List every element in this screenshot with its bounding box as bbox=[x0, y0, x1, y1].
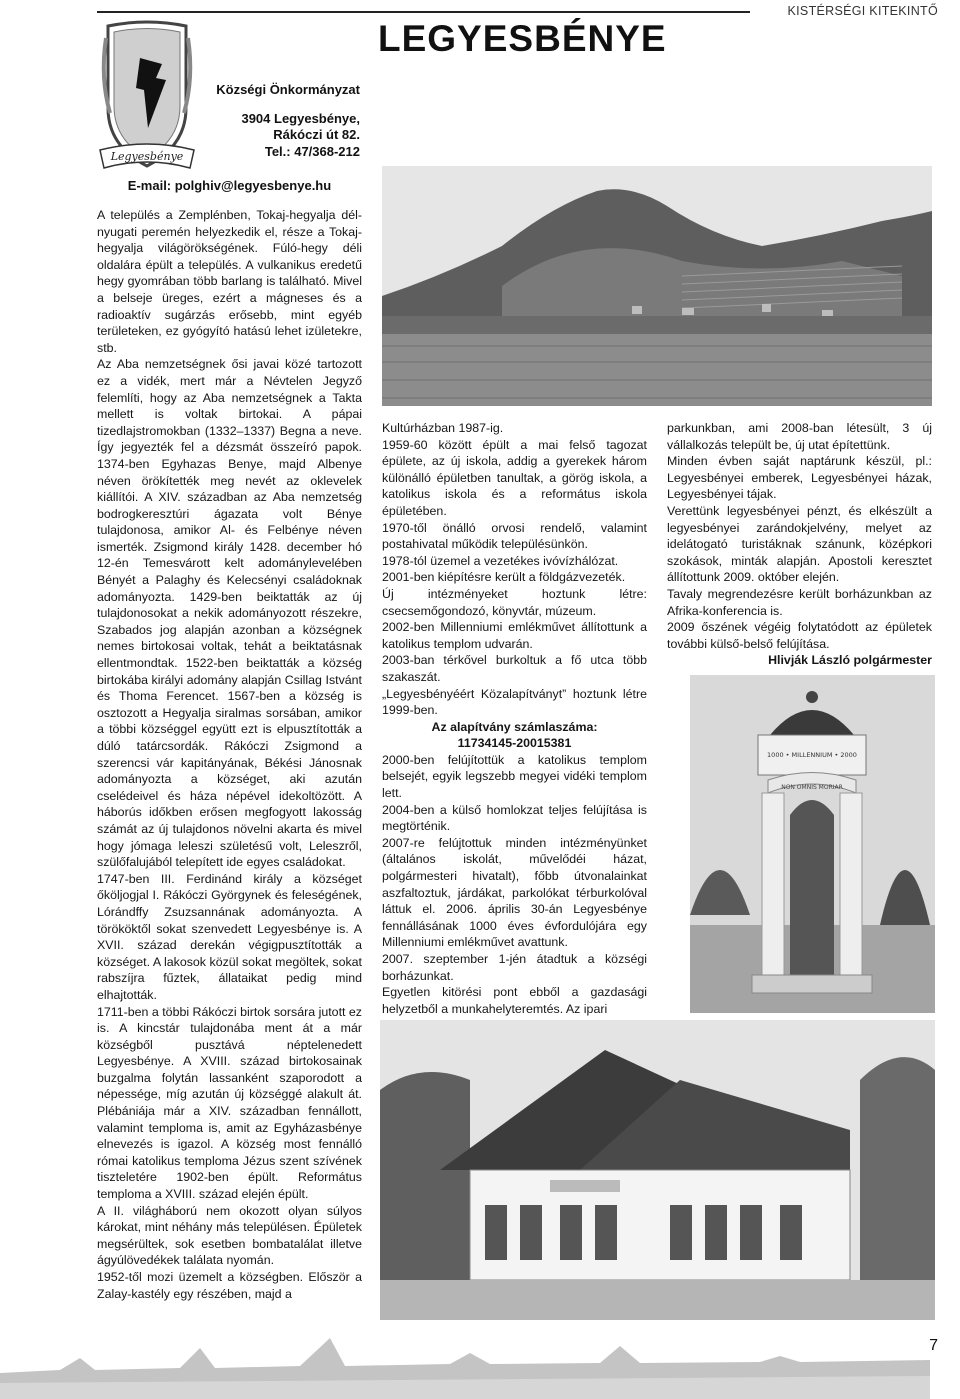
monument-photo bbox=[690, 675, 935, 1013]
winehouse-photo bbox=[380, 1020, 935, 1320]
paragraph: Új intézményeket hoztunk létre: csecsemőgondozó, könyvtár, múzeum. bbox=[382, 586, 647, 618]
landscape-photo bbox=[382, 166, 932, 406]
paragraph: 2000-ben felújítottük a katolikus templom belsejét, egyik legszebb megyei vidéki templom lett. bbox=[382, 752, 647, 801]
page-number: 7 bbox=[929, 1337, 938, 1354]
paragraph: 1978-tól üzemel a vezetékes ivóvízhálózat. bbox=[382, 553, 619, 568]
paragraph: Az Aba nemzetségnek ősi javai közé tartozott ez a vidék, mert már a Névtelen Jegyző felemlíti, hogy az Aba nemzetségnek a Takta mellett is voltak birtokai. A pápai tizedlajstromokban (1332–1337) Begna a neve. Így jegyezték fel a dézsmát összeíró papok. 1374-ben Egyhazas Benye, majd Albenye néven örökítették meg nevét az oklevelek kiállítói. A XIV. században az Aba nemzetség bodrogkeresztúri ágazata volt Bénye tulajdonosa, amikor Al- és Felbénye néven ismerték. Zsigmond király 1428. december hó 12-én Temesvárott kelt adománylevelében Bényét a Palaghy és Kelecsényi családoknak adományozta. 1429-ben beiktatták az új tulajdonosokat a nekik adományozott részekre, Szabados jog alapján azonban a községnek nemes birtokosai voltak, tehát a beiktatásnak ellentmondtak. 1522-ben beiktatták a község birtokába királyi adomány alapján Csillag Istvánt és Thoma Ferencet. 1567-ben a község is osztozott a Hegyalja siralmas sorsában, amikor a többi községgel együtt ezt is elpusztították a dúló tatárcsordák. Rákóczi Zsigmond a szerencsi vár kapitányának, Békési Jánosnak adományozta a községet, aki azután cselédeivel és háza népével idekoltözött. A háborús időkben erősen megfogyott lakosság számát az új tulajdonos növelni akarta és mivel hogy jómaga leleszi születésű volt, Leleszről, szülőfalujából telepített ide egyes családokat. bbox=[97, 357, 362, 870]
header-rule bbox=[97, 11, 750, 13]
paragraph: 1711-ben a többi Rákóczi birtok sorsára jutott ez is. A kincstár tulajdonába ment át a már községből pusztává néptelenedett Legyesbénye. A XVIII. század birtokosainak buzgalma folytán lassanként szaporodott a népessége, míg azután új községgé alakult át. Plébániája már a XIV. században fennállott, valamint temploma is, amit az Egyházasbénye elnevezés is igazol. A község most fennálló római katolikus temploma Jézus szent szívének tiszteletére 1902-ben épült. Református temploma a XVIII. század elején épült. bbox=[97, 1004, 362, 1202]
paragraph: 2003-ban térkővel burkoltuk a fő utca több szakaszát. bbox=[382, 653, 647, 684]
column-2 bbox=[382, 420, 647, 1017]
org-name: Községi Önkormányzat bbox=[216, 82, 360, 97]
account-number: 11734145-20015381 bbox=[457, 736, 572, 751]
paragraph: 2002-ben Millenniumi emlékművet állítottunk a katolikus templom udvarán. bbox=[382, 620, 647, 651]
signature: Hlivják László polgármester bbox=[768, 653, 932, 668]
monument-inscription: 1000 • MILLENNIUM • 2000 bbox=[767, 751, 857, 759]
paragraph: 1959-60 között épült a mai felső tagozat épülete, az új iskola, addig a gyerekek három különálló épületben tanultak, a görög iskola, a katolikus iskola és a református iskola épületében. bbox=[382, 437, 647, 518]
paragraph: Egyetlen kitörési pont ebből a gazdasági helyzetből a munkahelyteremtés. Az ipari bbox=[382, 985, 647, 1016]
paragraph: 1970-től önálló orvosi rendelő, valamint postahivatal működik településünkön. bbox=[382, 520, 647, 552]
paragraph: 2007. szeptember 1-jén átadtuk a községi borházunkat. bbox=[382, 952, 647, 983]
address-line-1: 3904 Legyesbénye, bbox=[241, 110, 360, 126]
paragraph: 1747-ben III. Ferdinánd király a községet őköljogjal I. Rákóczi Györgynek és feleségének, Lórándffy Zsuzsannának adományozta. A törököktől sokat szenvedett Legyesbénye is. A XVII. század derekán végigpusztították a községet. A lakosok közül sokat megöltek, sokat rabszíjra fűztek, állataikat pedig mind elhajtották. bbox=[97, 871, 362, 1002]
paragraph: A település a Zemplénben, Tokaj-hegyalja dél-nyugati peremén helyezkedik el, része a Tokaj-hegyalja világörökségének. Fúló-hegy déli oldalára épült a település. A vulkanikus eredetű hegy gyomrában több barlang is található. Mivel a belseje üreges, ezért a mágneses és a radioaktív sugárzás erősebb, mint egyéb területeken, ez gyógyító hatású lehet izületekre, stb. bbox=[97, 208, 362, 355]
paragraph: 2007-re felújtottuk minden intézményünket (általános iskolát, művelődéi házat, polgármesteri hivatalt), főbb útvonalainkat aszfaltoztuk, járdákat, parkolókat térburkolóval láttuk el. 2006. április 30-án Legyesbénye fennállásának 1000 éves évfordulójára egy Millenniumi emlékművet avattunk. bbox=[382, 835, 647, 950]
paragraph: 1952-től mozi üzemelt a községben. Először a Zalay-kastély egy részében, majd a bbox=[97, 1270, 362, 1301]
paragraph: Verettünk legyesbényei pénzt, és elkészült a legyesbényei zarándokjelvény, melyet az idelátogató turistáknak szánunk, középkori szokások, minták alapján. Apostoli keresztet állítottunk 2009. október elején. bbox=[667, 503, 932, 585]
footer-skyline bbox=[0, 1318, 930, 1399]
paragraph: parkunkban, ami 2008-ban létesült, 3 új vállalkozás települt be, új utat építettünk. bbox=[667, 421, 932, 452]
account-label: Az alapítvány számlaszáma: bbox=[431, 719, 598, 734]
paragraph: A II. világháború nem okozott olyan súlyos károkat, mint néhány más településen. Épületek megsérültek, sok esetben bombatalálat illetve ágyúlövedékek találata nyomán. bbox=[97, 1203, 362, 1268]
paragraph: Kultúrházban 1987-ig. bbox=[382, 421, 504, 435]
paragraph: Minden évben saját naptárunk készül, pl.: Legyesbényei emberek, Legyesbényei házak, Legyesbényei tájak. bbox=[667, 454, 932, 502]
paragraph: „Legyesbényéért Közalapítványt” hoztunk létre 1999-ben. bbox=[382, 686, 647, 718]
paragraph: 2009 őszének végéig folytatódott az épületek további külső-belső felújítása. bbox=[667, 620, 932, 651]
phone: Tel.: 47/368-212 bbox=[264, 143, 360, 159]
paragraph: 2001-ben kiépítésre került a földgázvezeték. bbox=[382, 570, 626, 585]
address-line-2: Rákóczi út 82. bbox=[273, 127, 360, 142]
column-1 bbox=[97, 207, 362, 1302]
column-3 bbox=[667, 420, 932, 669]
series-title: KISTÉRSÉGI KITEKINTŐ bbox=[787, 4, 938, 18]
contact-block bbox=[150, 82, 360, 160]
paragraph: 2004-ben a külső homlokzat teljes felújítása is megtörténik. bbox=[382, 802, 647, 834]
crest-banner-text: Legyesbénye bbox=[110, 150, 184, 163]
paragraph: Tavaly megrendezésre került borházunkban az Afrika-konferencia is. bbox=[667, 586, 932, 618]
page-title: LEGYESBÉNYE bbox=[378, 18, 667, 59]
email: E-mail: polghiv@legyesbenye.hu bbox=[127, 178, 332, 193]
monument-motto: NON OMNIS MORIAR bbox=[781, 784, 843, 791]
